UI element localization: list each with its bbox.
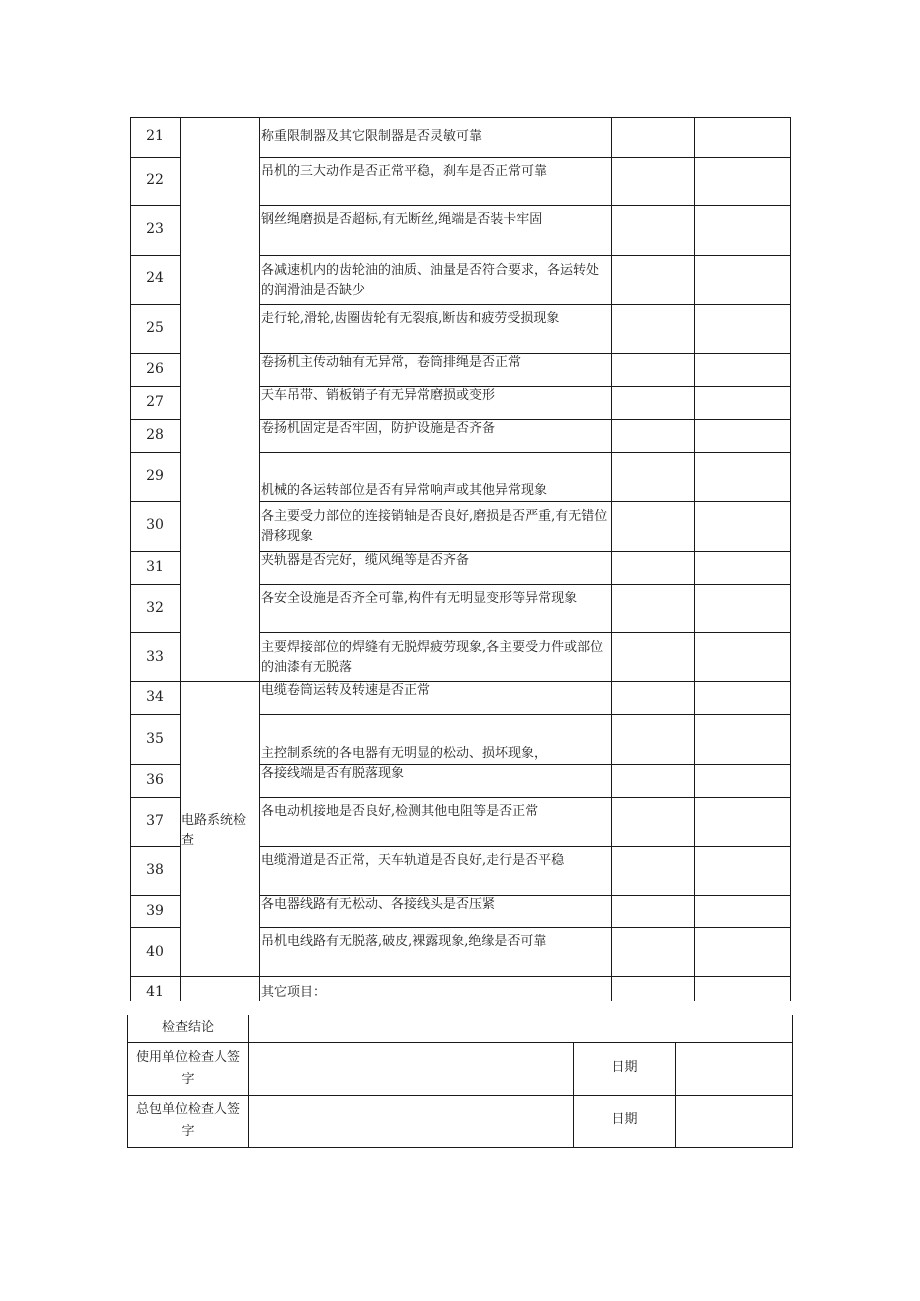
row-separator bbox=[259, 157, 791, 158]
row-number: 31 bbox=[146, 559, 164, 575]
contractor-date-label: 日期 bbox=[611, 1112, 638, 1127]
check-item-text: 主控制系统的各电器有无明显的松动、损坏现象， bbox=[261, 746, 548, 761]
row-separator bbox=[130, 205, 181, 206]
user-date-label: 日期 bbox=[611, 1060, 638, 1075]
row-separator bbox=[130, 386, 181, 387]
row-number: 23 bbox=[146, 221, 164, 237]
check-item-text: 夹轨器是否完好，缆风绳等是否齐备 bbox=[261, 553, 470, 568]
row-number: 29 bbox=[146, 468, 164, 484]
row-number: 33 bbox=[146, 649, 164, 665]
check-item-text: 钢丝绳磨损是否超标,有无断丝,绳端是否装卡牢固 bbox=[261, 212, 543, 227]
check-item-text: 各主要受力部位的连接销轴是否良好,磨损是否严重,有无错位滑移现象 bbox=[261, 509, 608, 544]
table-divider-category bbox=[259, 117, 260, 1001]
row-separator bbox=[130, 976, 791, 977]
row-separator bbox=[130, 895, 181, 896]
bottom-divider-label bbox=[248, 1015, 249, 1148]
check-item-text: 走行轮,滑轮,齿圈齿轮有无裂痕,断齿和疲劳受损现象 bbox=[261, 311, 560, 326]
row-number: 38 bbox=[146, 862, 164, 878]
row-separator bbox=[259, 501, 791, 502]
row-separator bbox=[130, 927, 181, 928]
check-item-text: 卷扬机主传动轴有无异常，卷筒排绳是否正常 bbox=[261, 355, 522, 370]
check-item-text: 电缆滑道是否正常，天车轨道是否良好,走行是否平稳 bbox=[261, 853, 565, 868]
row-number: 27 bbox=[146, 394, 164, 410]
row-separator bbox=[130, 846, 181, 847]
bottom-row-separator bbox=[127, 1042, 793, 1043]
check-item-text: 各安全设施是否齐全可靠,构件有无明显变形等异常现象 bbox=[261, 591, 578, 606]
row-number: 37 bbox=[146, 813, 164, 829]
row-separator bbox=[259, 452, 791, 453]
check-item-text: 吊机电线路有无脱落,破皮,裸露现象,绝缘是否可靠 bbox=[261, 934, 547, 949]
row-separator bbox=[130, 452, 181, 453]
row-separator bbox=[130, 255, 181, 256]
row-separator bbox=[259, 304, 791, 305]
row-separator bbox=[259, 255, 791, 256]
check-item-text: 各减速机内的齿轮油的油质、油量是否符合要求，各运转处的润滑油是否缺少 bbox=[261, 263, 600, 298]
row-number: 21 bbox=[146, 128, 164, 144]
row-separator bbox=[130, 584, 181, 585]
row-number: 24 bbox=[146, 270, 164, 286]
row-separator bbox=[259, 205, 791, 206]
table-divider-result bbox=[694, 117, 695, 1001]
table-divider-no bbox=[180, 117, 181, 1001]
category-electrical: 电路系统检查 bbox=[181, 813, 247, 848]
row-separator bbox=[130, 551, 181, 552]
row-separator bbox=[259, 927, 791, 928]
row-separator bbox=[130, 797, 181, 798]
row-number: 28 bbox=[146, 427, 164, 443]
check-item-text: 机械的各运转部位是否有异常响声或其他异常现象 bbox=[261, 483, 548, 498]
check-item-text: 各电器线路有无松动、各接线头是否压紧 bbox=[261, 897, 496, 912]
row-separator bbox=[130, 764, 181, 765]
row-number: 40 bbox=[146, 944, 164, 960]
row-separator bbox=[130, 304, 181, 305]
user-unit-signature-label: 使用单位检查人签字 bbox=[135, 1050, 240, 1087]
row-number: 32 bbox=[146, 600, 164, 616]
row-separator bbox=[130, 501, 181, 502]
table-divider-item bbox=[611, 117, 612, 1001]
check-item-text: 卷扬机固定是否牢固，防护设施是否齐备 bbox=[261, 421, 496, 436]
row-number: 25 bbox=[146, 320, 164, 336]
row-separator bbox=[259, 584, 791, 585]
check-item-text: 称重限制器及其它限制器是否灵敏可靠 bbox=[261, 129, 483, 144]
check-item-text: 其它项目： bbox=[261, 985, 327, 1000]
table-border-right bbox=[790, 117, 791, 1001]
bottom-border-right bbox=[792, 1015, 793, 1148]
row-separator bbox=[259, 632, 791, 633]
row-number: 39 bbox=[146, 903, 164, 919]
row-separator bbox=[259, 714, 791, 715]
check-item-text: 吊机的三大动作是否正常平稳，刹车是否正常可靠 bbox=[261, 164, 548, 179]
row-number: 30 bbox=[146, 517, 164, 533]
table-border-top bbox=[130, 117, 791, 118]
row-number: 22 bbox=[146, 172, 164, 188]
row-separator bbox=[259, 846, 791, 847]
conclusion-label: 检查结论 bbox=[161, 1020, 214, 1035]
row-separator bbox=[130, 419, 181, 420]
contractor-signature-label: 总包单位检查人签字 bbox=[135, 1102, 240, 1139]
row-separator bbox=[259, 797, 791, 798]
check-item-text: 电缆卷筒运转及转速是否正常 bbox=[261, 683, 431, 698]
row-number: 35 bbox=[146, 731, 164, 747]
row-number: 34 bbox=[146, 689, 164, 705]
row-separator bbox=[130, 632, 181, 633]
row-number: 36 bbox=[146, 772, 164, 788]
bottom-row-separator bbox=[127, 1095, 793, 1096]
check-item-text: 主要焊接部位的焊缝有无脱焊疲劳现象,各主要受力件或部位的油漆有无脱落 bbox=[261, 640, 604, 675]
check-item-text: 各电动机接地是否良好,检测其他电阻等是否正常 bbox=[261, 804, 539, 819]
row-number: 41 bbox=[146, 984, 164, 1000]
row-number: 26 bbox=[146, 361, 164, 377]
check-item-text: 各接线端是否有脱落现象 bbox=[261, 766, 405, 781]
row-separator bbox=[130, 714, 181, 715]
row-separator bbox=[130, 353, 181, 354]
row-separator bbox=[130, 157, 181, 158]
bottom-border-bottom bbox=[127, 1147, 793, 1148]
check-item-text: 天车吊带、销板销子有无异常磨损或变形 bbox=[261, 388, 496, 403]
